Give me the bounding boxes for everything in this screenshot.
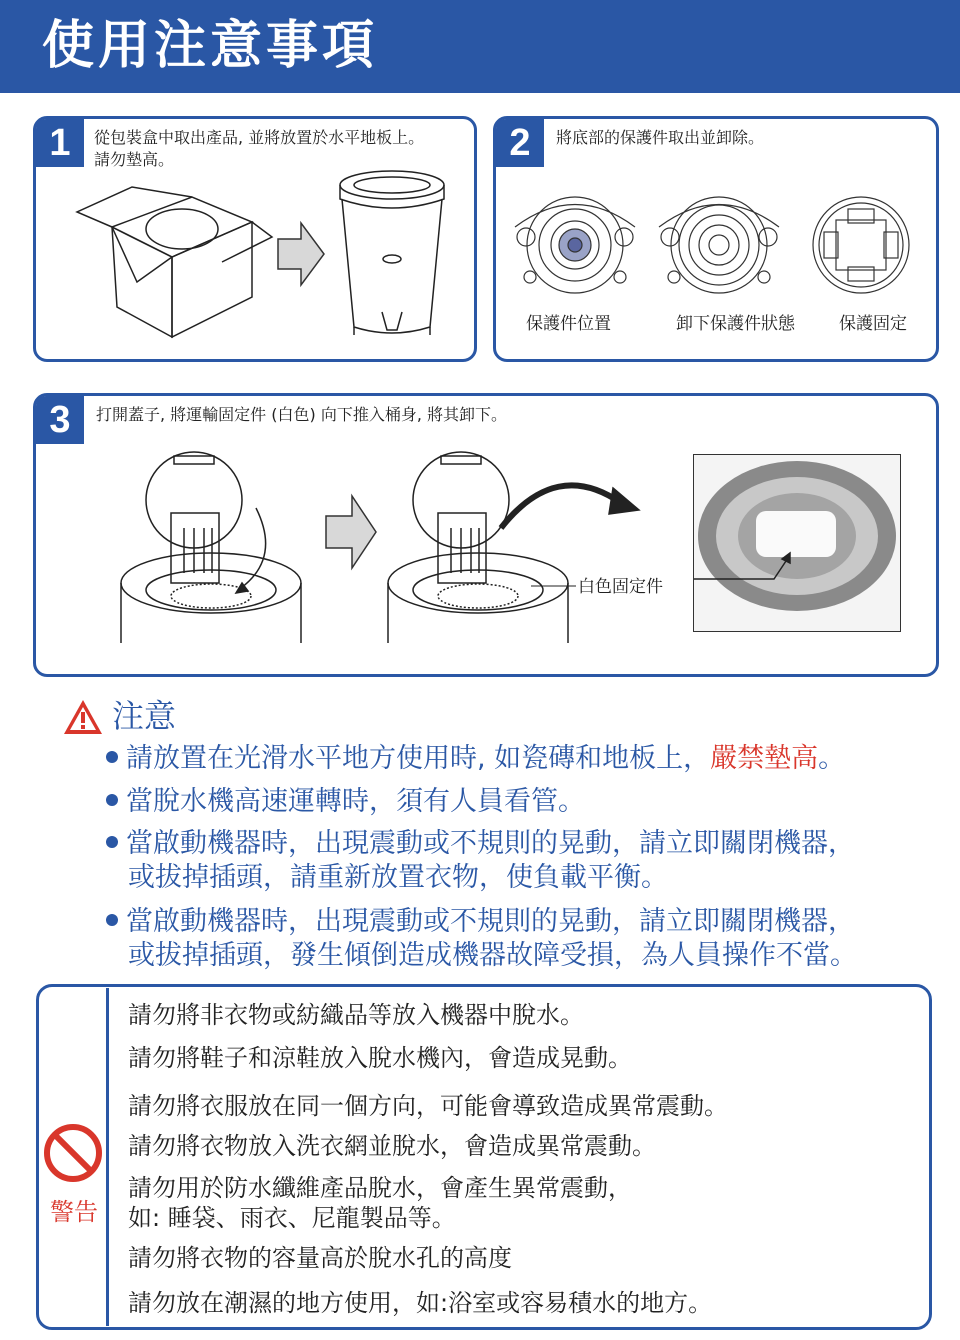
step-1-number: 1 <box>36 119 84 167</box>
header-bar <box>0 0 960 93</box>
notice-bullet-4-line2: 或拔掉插頭，發生傾倒造成機器故障受損，為人員操作不當。 <box>128 940 857 971</box>
warning-label: 警告 <box>50 1198 98 1226</box>
warning-item: 請勿將非衣物或紡織品等放入機器中脫水。 <box>128 1001 584 1029</box>
notice-bullet-4 <box>106 905 906 973</box>
notice-bullet-2 <box>106 785 906 819</box>
bullet-dot <box>106 836 118 848</box>
step-3-text: 打開蓋子, 將運輸固定件 (白色) 向下推入桶身, 將其卸下。 <box>96 405 508 424</box>
arrow-right-icon <box>324 492 379 572</box>
warning-item: 請勿將衣服放在同一個方向，可能會導致造成異常震動。 <box>128 1092 728 1120</box>
step-3-panel <box>33 393 939 677</box>
step-2-panel <box>493 116 939 362</box>
bullet-dot <box>106 914 118 926</box>
warning-divider <box>106 988 109 1326</box>
notice-bullet-1 <box>106 742 906 776</box>
warning-item: 請勿用於防水纖維產品脫水，會產生異常震動， <box>128 1174 632 1202</box>
protector-removed-illustration <box>654 187 784 297</box>
protector-position-illustration <box>510 187 640 297</box>
warning-item: 請勿放在潮濕的地方使用，如:浴室或容易積水的地方。 <box>128 1289 713 1317</box>
notice-bullet-1-highlight: 嚴禁墊高 <box>710 743 819 774</box>
step-1-text-line2: 請勿墊高。 <box>94 150 175 169</box>
bullet-dot <box>106 794 118 806</box>
page-title: 使用注意事項 <box>42 16 379 76</box>
caption-protector-removed: 卸下保護件狀態 <box>676 314 795 334</box>
arrow-right-icon <box>276 219 326 289</box>
warning-triangle-icon <box>62 698 104 736</box>
warning-item: 請勿將衣物放入洗衣網並脫水，會造成異常震動。 <box>128 1132 656 1160</box>
prohibited-icon <box>42 1122 104 1184</box>
callout-white-fixture: 白色固定件 <box>576 572 665 597</box>
notice-bullet-4-line1: 當啟動機器時，出現震動或不規則的晃動，請立即關閉機器， <box>126 906 855 937</box>
step-1-text-line1: 從包裝盒中取出產品, 並將放置於水平地板上。 <box>94 128 425 147</box>
lid-open-illustration <box>116 448 326 653</box>
notice-title: 注意 <box>112 697 177 735</box>
step-1-panel <box>33 116 477 362</box>
caption-protector-position: 保護件位置 <box>526 314 611 334</box>
step-2-text: 將底部的保護件取出並卸除。 <box>556 128 765 147</box>
notice-bullet-2-text: 當脫水機高速運轉時，須有人員看管。 <box>126 786 585 817</box>
notice-bullet-3 <box>106 827 906 895</box>
notice-bullet-1-text: 請放置在光滑水平地方使用時, 如瓷磚和地板上， <box>126 743 711 774</box>
bullet-dot <box>106 751 118 763</box>
warning-item: 如: 睡袋、雨衣、尼龍製品等。 <box>128 1204 456 1232</box>
spin-dryer-illustration <box>332 167 452 342</box>
notice-bullet-3-line2: 或拔掉插頭，請重新放置衣物，使負載平衡。 <box>128 862 668 893</box>
notice-bullet-1-end: 。 <box>818 743 846 774</box>
step-3-number: 3 <box>36 396 84 444</box>
step-2-number: 2 <box>496 119 544 167</box>
warning-item: 請勿將衣物的容量高於脫水孔的高度 <box>128 1244 512 1272</box>
warning-item: 請勿將鞋子和涼鞋放入脫水機內，會造成晃動。 <box>128 1044 632 1072</box>
caption-protector-fixing: 保護固定 <box>839 314 907 334</box>
protector-fixing-illustration <box>796 187 926 297</box>
open-box-illustration <box>72 177 282 347</box>
lid-removed-illustration <box>381 448 641 653</box>
notice-bullet-3-line1: 當啟動機器時，出現震動或不規則的晃動，請立即關閉機器， <box>126 828 855 859</box>
fixture-photo <box>693 454 901 632</box>
